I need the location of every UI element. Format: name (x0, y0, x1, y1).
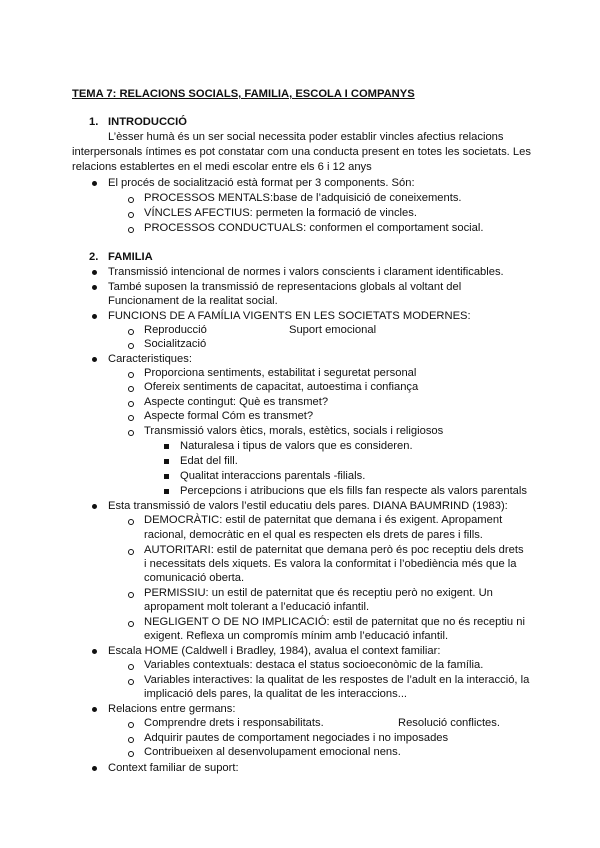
list-item: Context familiar de suport: (108, 762, 239, 774)
paragraph-line: interpersonals íntimes es pot constatar com una conducta present en totes les societats. Les (72, 146, 531, 158)
list-item: Socialització (144, 338, 207, 350)
list-item: NEGLIGENT O DE NO IMPLICACIÓ: estil de paternitat que no és receptiu ni (144, 616, 525, 628)
bullet-disc-icon (92, 270, 97, 275)
section-1-heading: INTRODUCCIÓ (108, 116, 187, 128)
bullet-square-icon (164, 474, 169, 479)
bullet-disc-icon (92, 314, 97, 319)
list-item: El procés de socialització està format per 3 components. Són: (108, 177, 415, 189)
list-item: Contribueixen al desenvolupament emocional nens. (144, 746, 401, 758)
list-item: PERMISSIU: un estil de paternitat que és receptiu però no exigent. Un (144, 587, 493, 599)
bullet-circle-icon (128, 386, 134, 392)
bullet-circle-icon (128, 621, 134, 627)
list-item: VÍNCLES AFECTIUS: permeten la formació de vincles. (144, 207, 417, 219)
list-item-continuation: exigent. Reflexa un compromís mínim amb l’educació infantil. (144, 630, 449, 642)
bullet-circle-icon (128, 751, 134, 757)
bullet-circle-icon (128, 737, 134, 743)
list-item-continuation: implicació dels pares, la qualitat de les interaccions... (144, 688, 408, 700)
bullet-disc-icon (92, 766, 97, 771)
bullet-circle-icon (128, 329, 134, 335)
list-item: Adquirir pautes de comportament negociades i no imposades (144, 732, 449, 744)
bullet-disc-icon (92, 181, 97, 186)
list-item: Edat del fill. (180, 455, 238, 467)
list-item: Aspecte contingut: Què es transmet? (144, 396, 329, 408)
section-1-number: 1. (89, 116, 99, 128)
bullet-circle-icon (128, 415, 134, 421)
bullet-circle-icon (128, 519, 134, 525)
bullet-circle-icon (128, 430, 134, 436)
bullet-circle-icon (128, 549, 134, 555)
list-item: PROCESSOS MENTALS:base de l’adquisició de coneixements. (144, 192, 462, 204)
bullet-disc-icon (92, 504, 97, 509)
bullet-circle-icon (128, 343, 134, 349)
list-item: Relacions entre germans: (108, 703, 236, 715)
bullet-disc-icon (92, 285, 97, 290)
bullet-circle-icon (128, 401, 134, 407)
bullet-circle-icon (128, 197, 134, 203)
list-item: Suport emocional (289, 324, 377, 336)
list-item-continuation: comunicació oberta. (144, 572, 245, 584)
list-item-continuation: apropament molt tolerant a l’educació infantil. (144, 601, 370, 613)
list-item: DEMOCRÀTIC: estil de paternitat que demana i és exigent. Apropament (144, 514, 503, 526)
section-2-number: 2. (89, 251, 99, 263)
bullet-circle-icon (128, 227, 134, 233)
bullet-circle-icon (128, 722, 134, 728)
list-item: Esta transmissió de valors l’estil educatiu dels pares. DIANA BAUMRIND (1983): (108, 500, 508, 512)
bullet-disc-icon (92, 707, 97, 712)
list-item-continuation: racional, democràtic en el qual es respecten els drets de pares i fills. (144, 529, 483, 541)
list-item: Caracteristiques: (108, 353, 192, 365)
list-item: Percepcions i atribucions que els fills fan respecte als valors parentals (180, 485, 527, 497)
list-item: PROCESSOS CONDUCTUALS: conformen el comportament social. (144, 222, 484, 234)
list-item: Comprendre drets i responsabilitats. (144, 717, 324, 729)
list-item-continuation: i necessitats dels xiquets. Es valora la conformitat i l’obediència més que la (144, 558, 517, 570)
list-item: AUTORITARI: estil de paternitat que demana però és poc receptiu dels drets (144, 544, 524, 556)
bullet-circle-icon (128, 664, 134, 670)
bullet-square-icon (164, 444, 169, 449)
paragraph-line: L’èsser humà és un ser social necessita poder establir vincles afectius relacions (108, 131, 504, 143)
list-item: Variables contextuals: destaca el status socioeconòmic de la família. (144, 659, 484, 671)
list-item: Escala HOME (Caldwell i Bradley, 1984), avalua el context familiar: (108, 645, 441, 657)
bullet-circle-icon (128, 592, 134, 598)
list-item: Transmissió valors ètics, morals, estètics, socials i religiosos (144, 425, 444, 437)
list-item: Naturalesa i tipus de valors que es consideren. (180, 440, 413, 452)
list-item: Variables interactives: la qualitat de les respostes de l’adult en la interacció, la (144, 674, 530, 686)
list-item: Reproducció (144, 324, 207, 336)
document-title: TEMA 7: RELACIONS SOCIALS, FAMILIA, ESCOLA I COMPANYS (72, 88, 415, 100)
list-item: Resolució conflictes. (398, 717, 500, 729)
bullet-square-icon (164, 459, 169, 464)
list-item: També suposen la transmissió de representacions globals al voltant del (108, 281, 462, 293)
bullet-circle-icon (128, 679, 134, 685)
list-item: Aspecte formal Cóm es transmet? (144, 410, 314, 422)
bullet-circle-icon (128, 372, 134, 378)
paragraph-line: relacions establertes en el medi escolar entre els 6 i 12 anys (72, 161, 372, 173)
list-item: Proporciona sentiments, estabilitat i seguretat personal (144, 367, 417, 379)
list-item-continuation: Funcionament de la realitat social. (108, 295, 278, 307)
bullet-circle-icon (128, 212, 134, 218)
bullet-square-icon (164, 489, 169, 494)
list-item: Qualitat interaccions parentals -filials. (180, 470, 366, 482)
section-2-heading: FAMILIA (108, 251, 153, 263)
list-item: Transmissió intencional de normes i valors conscients i clarament identificables. (108, 266, 504, 278)
list-item: FUNCIONS DE A FAMÍLIA VIGENTS EN LES SOCIETATS MODERNES: (108, 310, 471, 322)
bullet-disc-icon (92, 357, 97, 362)
bullet-disc-icon (92, 649, 97, 654)
list-item: Ofereix sentiments de capacitat, autoestima i confiança (144, 381, 419, 393)
